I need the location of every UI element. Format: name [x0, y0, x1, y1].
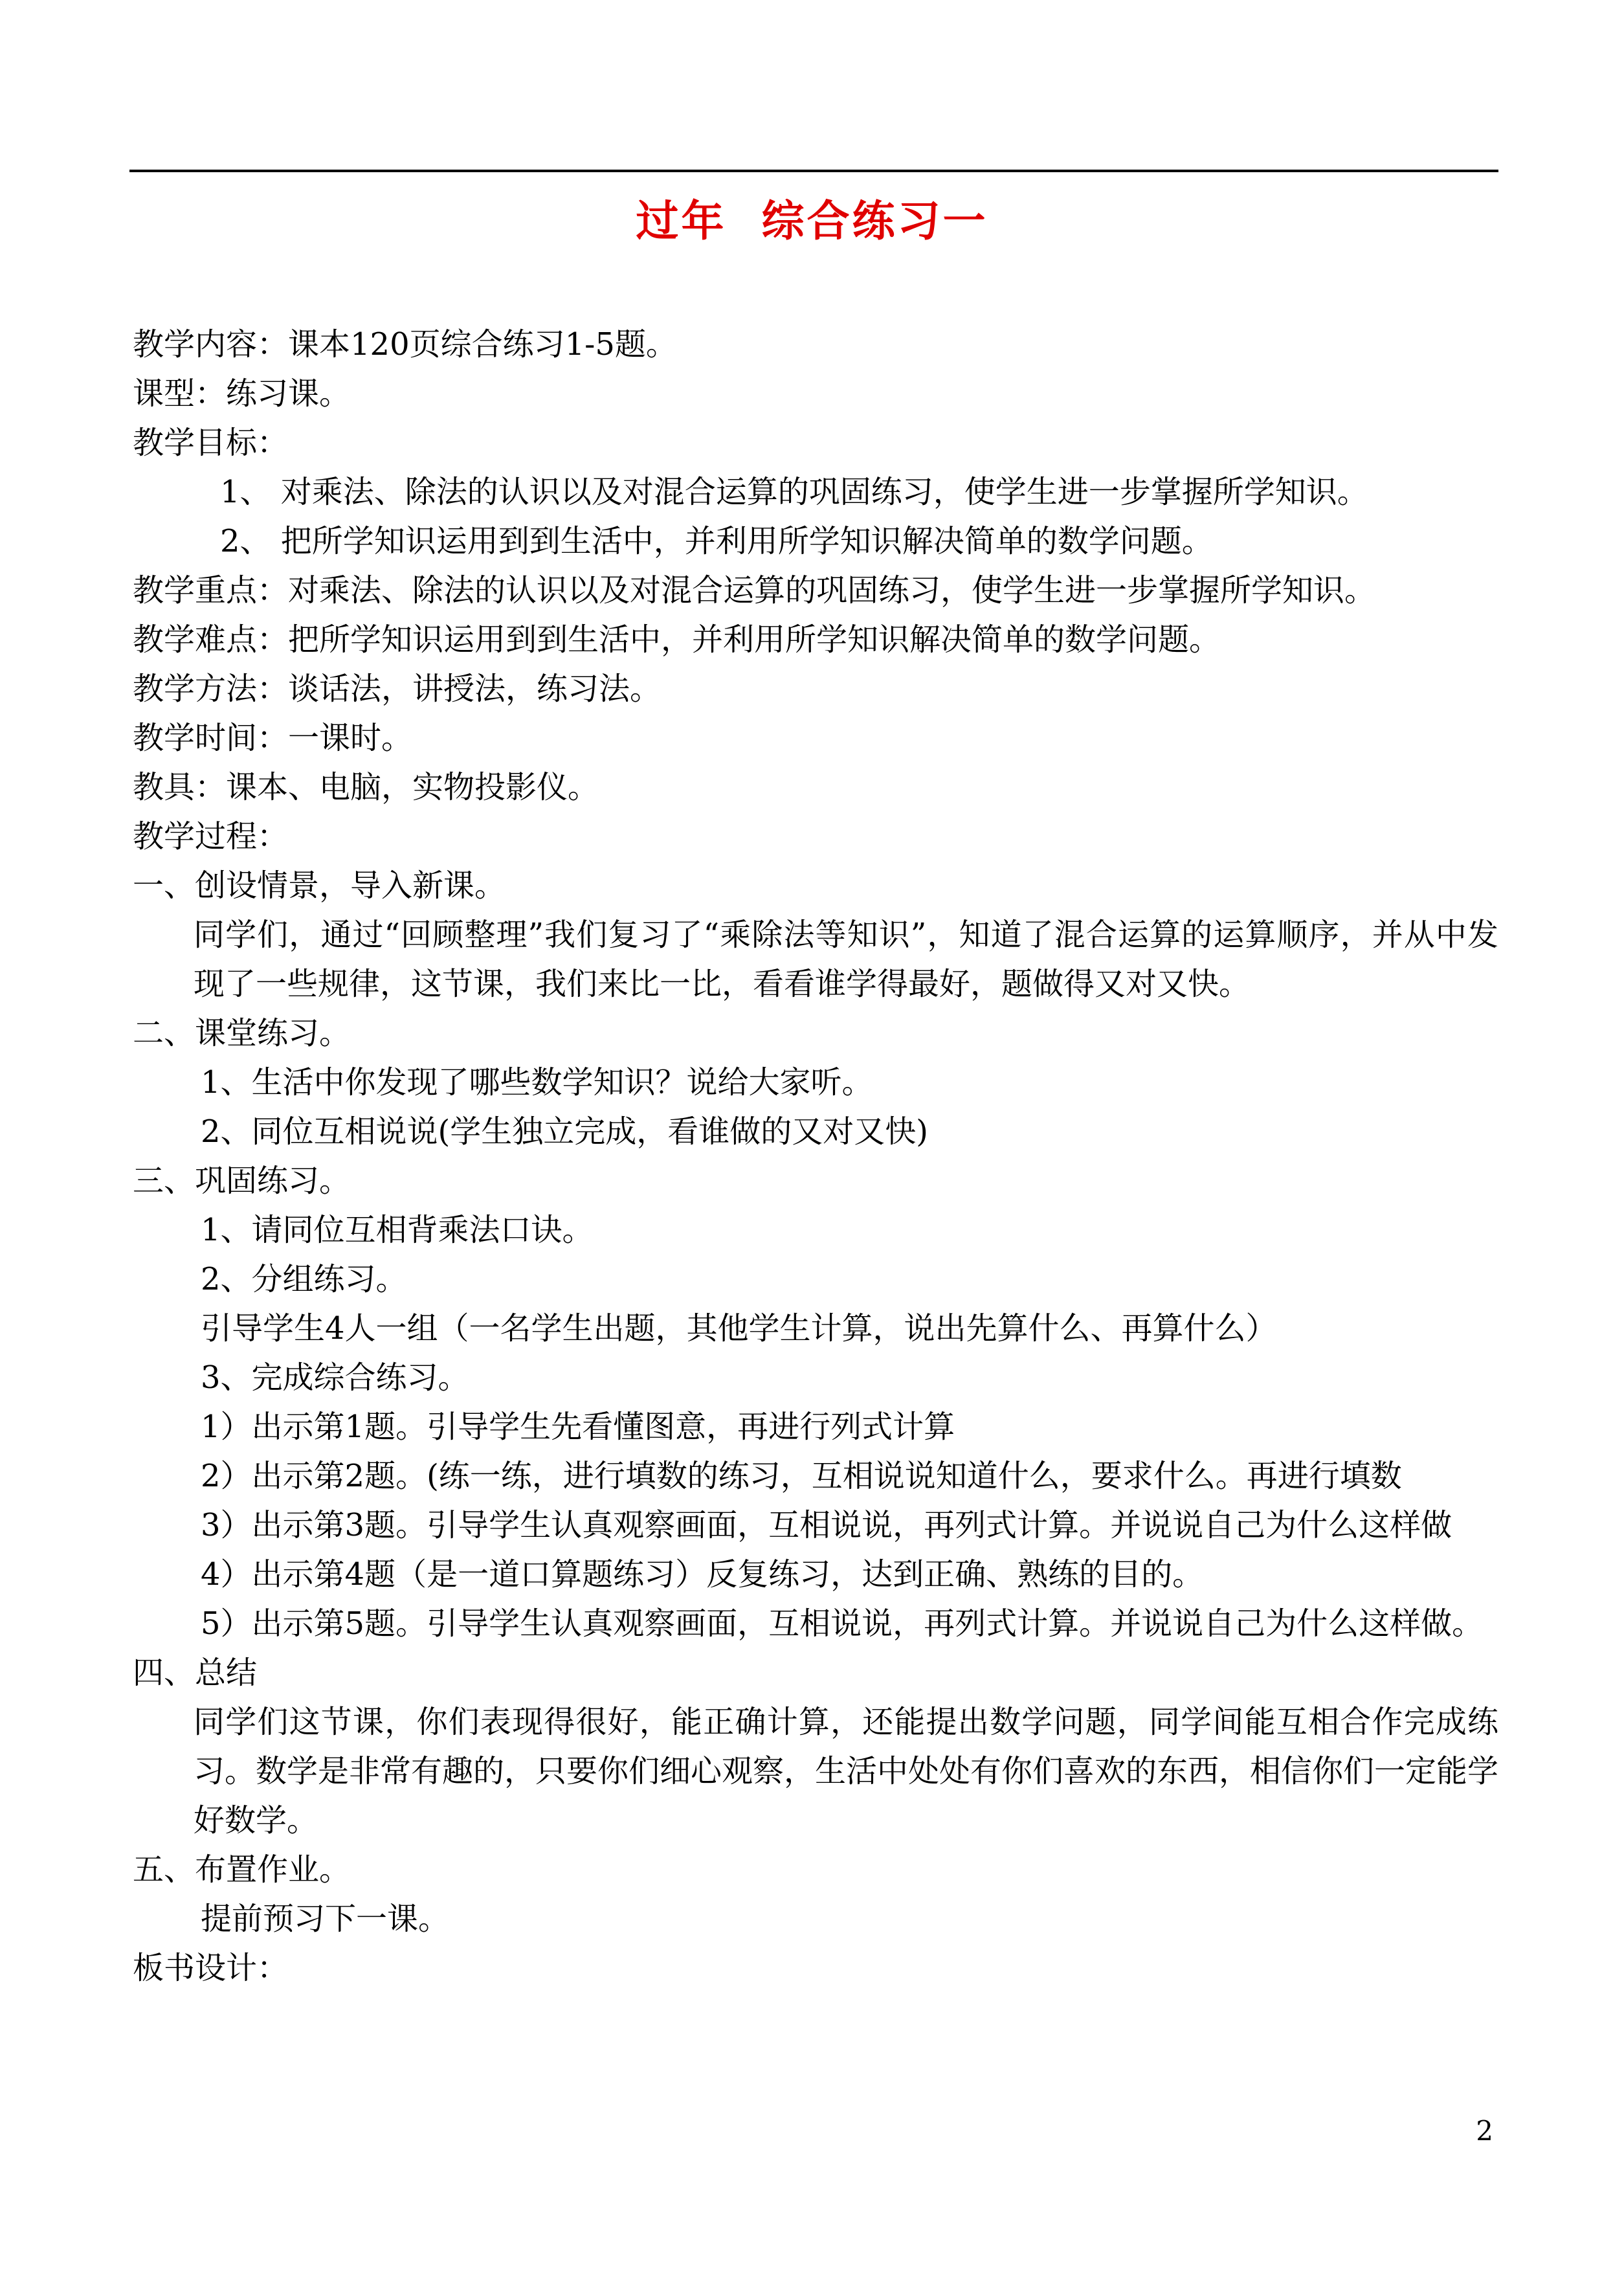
section-heading: 三、巩固练习。 [133, 1163, 351, 1199]
objectives-heading: 教学目标： [133, 425, 289, 461]
section-heading: 一、创设情景，导入新课。 [133, 867, 506, 904]
method-line: 教学方法：谈话法，讲授法，练习法。 [133, 671, 662, 707]
section-heading: 二、课堂练习。 [133, 1015, 351, 1051]
paragraph: 5）出示第5题。引导学生认真观察画面，互相说说，再列式计算。并说说自己为什么这样做。 [201, 1605, 1484, 1642]
paragraph: 同学们，通过“回顾整理”我们复习了“乘除法等知识”，知道了混合运算的运算顺序，并从中发现了一些规律，这节课，我们来比一比，看看谁学得最好，题做得又对又快。 [194, 917, 1498, 1002]
list-item: 1、生活中你发现了哪些数学知识？说给大家听。 [201, 1064, 873, 1101]
list-item: 引导学生4人一组（一名学生出题，其他学生计算，说出先算什么、再算什么） [201, 1310, 1277, 1347]
document-title: 过年 综合练习一 [636, 196, 988, 246]
paragraph: 3）出示第3题。引导学生认真观察画面，互相说说，再列式计算。并说说自己为什么这样做 [201, 1507, 1452, 1543]
list-item: 3、完成综合练习。 [201, 1359, 469, 1396]
objective-item: 1、 对乘法、除法的认识以及对混合运算的巩固练习，使学生进一步掌握所学知识。 [220, 474, 1368, 510]
section-heading: 四、总结 [133, 1655, 258, 1691]
paragraph: 同学们这节课，你们表现得很好，能正确计算，还能提出数学问题，同学间能互相合作完成练习。数学是非常有趣的，只要你们细心观察，生活中处处有你们喜欢的东西，相信你们一定能学好数学。 [194, 1704, 1499, 1839]
time-line: 教学时间：一课时。 [133, 720, 413, 756]
difficulty-line: 教学难点：把所学知识运用到到生活中，并利用所学知识解决简单的数学问题。 [133, 621, 1221, 658]
objective-item: 2、 把所学知识运用到到生活中，并利用所学知识解决简单的数学问题。 [220, 523, 1213, 559]
process-heading: 教学过程： [133, 818, 289, 855]
list-item: 4）出示第4题（是一道口算题练习）反复练习，达到正确、熟练的目的。 [201, 1556, 1204, 1593]
document-body [133, 320, 1498, 1993]
header-rule [129, 170, 1498, 172]
key-point-line: 教学重点：对乘法、除法的认识以及对混合运算的巩固练习，使学生进一步掌握所学知识。 [133, 572, 1376, 609]
teaching-aids-line: 教具：课本、电脑，实物投影仪。 [133, 769, 599, 805]
list-item: 1）出示第1题。引导学生先看懂图意，再进行列式计算 [201, 1409, 955, 1445]
teaching-content-line: 教学内容：课本120页综合练习1-5题。 [133, 326, 677, 363]
lesson-type-line: 课型：练习课。 [133, 375, 351, 412]
page-number: 2 [1476, 2115, 1493, 2147]
list-item: 提前预习下一课。 [201, 1901, 450, 1937]
list-item: 2）出示第2题。(练一练，进行填数的练习，互相说说知道什么，要求什么。再进行填数 [201, 1458, 1402, 1494]
board-design-heading: 板书设计： [133, 1950, 289, 1986]
list-item: 2、同位互相说说(学生独立完成，看谁做的又对又快) [201, 1113, 928, 1150]
list-item: 1、请同位互相背乘法口诀。 [201, 1212, 594, 1248]
list-item: 2、分组练习。 [201, 1261, 407, 1297]
section-heading: 五、布置作业。 [133, 1851, 351, 1888]
